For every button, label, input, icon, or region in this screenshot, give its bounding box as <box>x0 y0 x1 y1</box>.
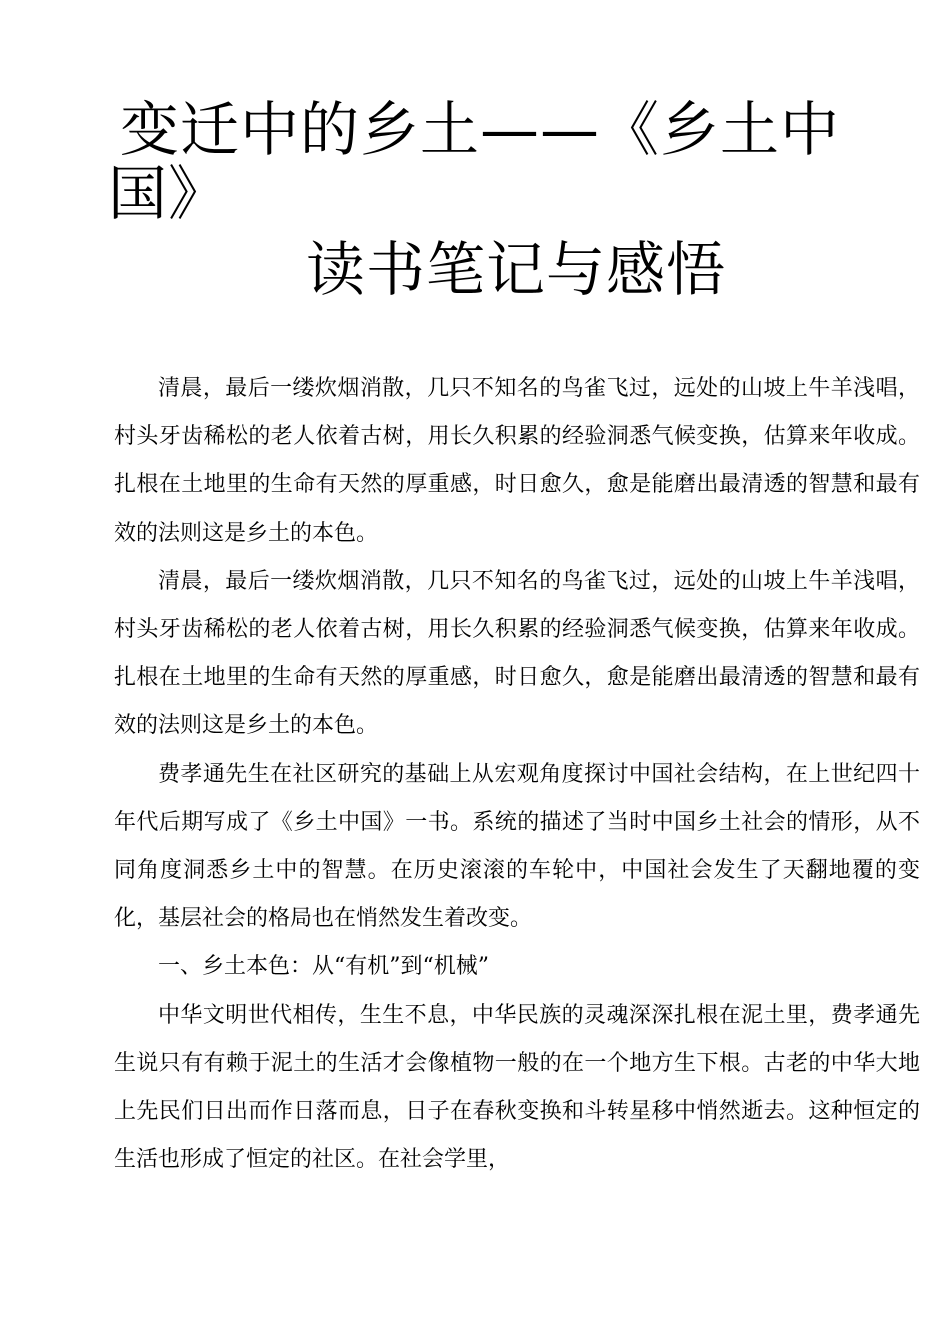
title-line-1: 变迁中的乡土——《乡土中 <box>120 95 841 164</box>
paragraph-4: 中华文明世代相传，生生不息，中华民族的灵魂深深扎根在泥土里，费孝通先生说只有有赖于泥土的生活才会像植物一般的在一个地方生下根。古老的中华大地上先民们日出而作日落而息，日子在春秋变换和斗转星移中悄然逝去。这种恒定的生活也形成了恒定的社区。在社会学里， <box>114 1002 920 1173</box>
body-text <box>114 365 920 1184</box>
paragraph-1: 清晨，最后一缕炊烟消散，几只不知名的鸟雀飞过，远处的山坡上牛羊浅唱，村头牙齿稀松的老人依着古树，用长久积累的经验洞悉气候变换，估算来年收成。扎根在土地里的生命有天然的厚重感，时日愈久，愈是能磨出最清透的智慧和最有效的法则这是乡土的本色。 <box>114 376 920 546</box>
title-line-2: 国》 <box>108 159 229 228</box>
paragraph-2: 清晨，最后一缕炊烟消散，几只不知名的鸟雀飞过，远处的山坡上牛羊浅唱，村头牙齿稀松的老人依着古树，用长久积累的经验洞悉气候变换，估算来年收成。扎根在土地里的生命有天然的厚重感，时日愈久，愈是能磨出最清透的智慧和最有效的法则这是乡土的本色。 <box>114 568 920 739</box>
paragraph-3: 费孝通先生在社区研究的基础上从宏观角度探讨中国社会结构，在上世纪四十年代后期写成了《乡土中国》一书。系统的描述了当时中国乡土社会的情形，从不同角度洞悉乡土中的智慧。在历史滚滚的车轮中，中国社会发生了天翻地覆的变化，基层社会的格局也在悄然发生着改变。 <box>114 761 920 932</box>
section-heading: 一、乡土本色：从“有机”到“机械” <box>158 954 489 980</box>
title-line-3: 读书笔记与感悟 <box>306 235 727 304</box>
